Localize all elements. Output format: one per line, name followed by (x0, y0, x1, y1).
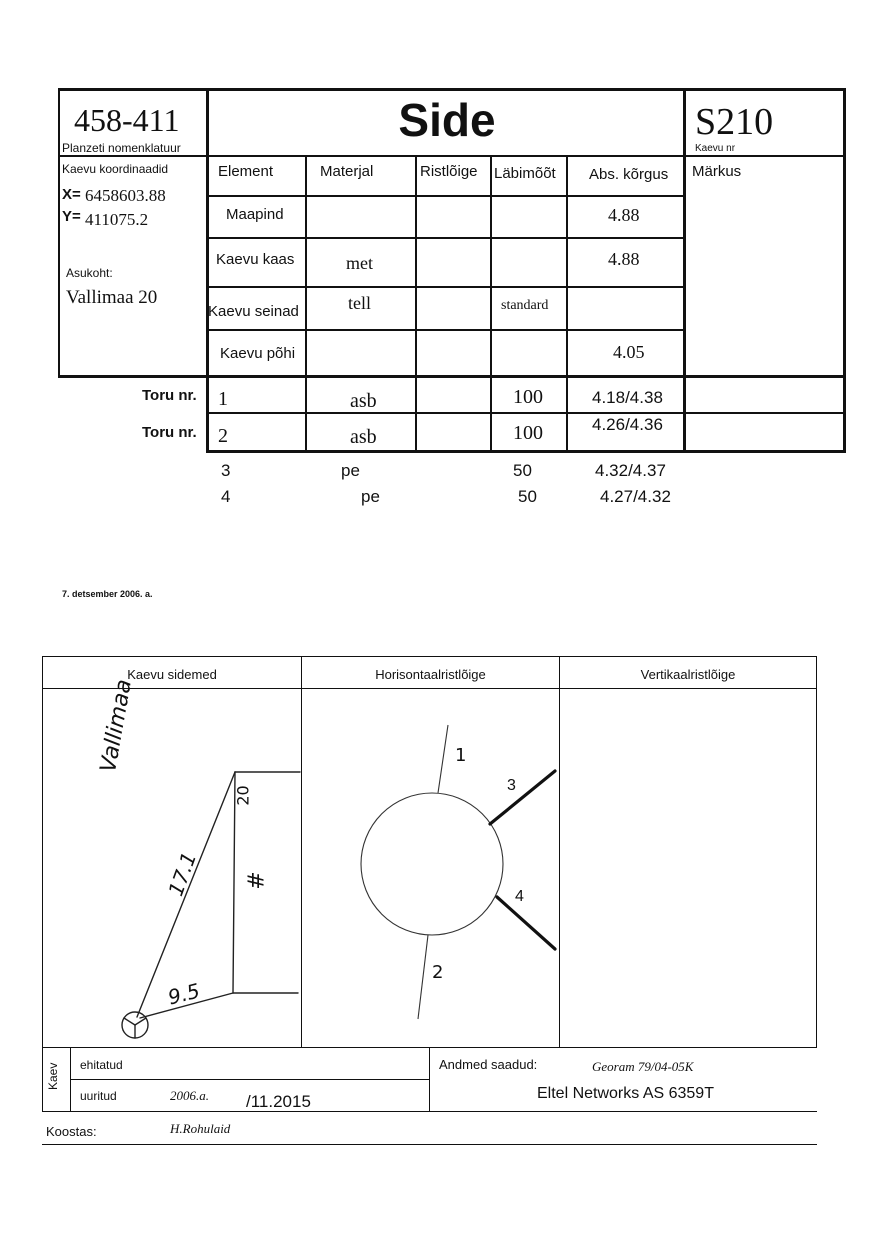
col-header-height: Abs. kõrgus (589, 166, 669, 183)
sketch-col-horizontal: Horisontaalristlõige (375, 667, 486, 682)
col-header-section: Ristlõige (420, 163, 478, 180)
page-title: Side (398, 94, 496, 146)
pipe-2-line (418, 935, 428, 1019)
pipe-4-label: 4 (515, 888, 524, 905)
sketch-col-vertical: Vertikaalristlõige (640, 667, 736, 682)
company-name: Eltel Networks AS 6359T (537, 1085, 714, 1102)
row-element: Maapind (226, 206, 284, 223)
footer-center-divider (429, 1047, 430, 1112)
pipe-2-label: 2 (432, 962, 444, 983)
pipe-3-line (490, 771, 555, 824)
pipe-height: 4.26/4.36 (592, 415, 663, 434)
built-label: ehitatud (80, 1058, 123, 1072)
coordinates-label: Kaevu koordinaadid (62, 162, 169, 176)
row-element: Kaevu seinad (208, 303, 299, 320)
sheet-label: Planzeti nomenklatuur (62, 141, 181, 155)
composer-name: H.Rohulaid (170, 1121, 231, 1136)
pipe-nr: 2 (218, 425, 228, 447)
house-symbol: # (244, 871, 270, 890)
pipe-nr: 1 (218, 388, 228, 410)
extra-pipe-nr: 4 (221, 487, 231, 506)
well-label: Kaevu nr (695, 143, 736, 154)
street-name: Vallimaa (96, 677, 137, 775)
col-header-diameter: Läbimõõt (494, 165, 556, 182)
y-label: Y= (62, 208, 81, 225)
well-id: S210 (695, 101, 774, 143)
pipe-1-label: 1 (455, 745, 467, 766)
extra-pipe-diameter: 50 (518, 487, 537, 506)
row-height: 4.05 (613, 342, 645, 362)
row-element: Kaevu kaas (216, 251, 295, 268)
data-source: Georam 79/04-05K (592, 1059, 694, 1074)
extra-pipe-height: 4.27/4.32 (600, 487, 671, 506)
sheet-number: 458-411 (74, 102, 180, 138)
location-value: Vallimaa 20 (66, 287, 158, 308)
kaev-label: Kaev (46, 1062, 60, 1090)
extra-pipe-height: 4.32/4.37 (595, 461, 666, 480)
date-text: 7. detsember 2006. a. (62, 589, 153, 599)
sketch-col-links: Kaevu sidemed (127, 667, 217, 682)
well-symbol-stroke (124, 1018, 135, 1025)
pipe-label: Toru nr. (142, 387, 197, 404)
col-header-element: Element (218, 163, 274, 180)
y-value: 411075.2 (85, 210, 149, 229)
data-source-label: Andmed saadud: (439, 1057, 538, 1072)
extra-pipe-material: pe (341, 461, 360, 480)
pipe-3-label: 3 (507, 777, 516, 794)
pipe-material: asb (350, 426, 377, 448)
row-diameter: standard (501, 298, 549, 313)
pipe-height: 4.18/4.38 (592, 388, 663, 407)
pipe-diameter: 100 (513, 386, 543, 408)
footer-row-line (70, 1079, 430, 1080)
distance-diagonal-label: 17.1 (163, 848, 202, 900)
x-value: 6458603.88 (85, 186, 166, 205)
well-symbol-stroke (135, 1018, 146, 1025)
row-material: met (346, 253, 373, 273)
x-label: X= (62, 186, 81, 203)
location-label: Asukoht: (66, 266, 113, 280)
well-cross-section-circle (361, 793, 503, 935)
row-height: 4.88 (608, 205, 640, 225)
row-height: 4.88 (608, 249, 640, 269)
extra-pipe-material: pe (361, 487, 380, 506)
row-element: Kaevu põhi (220, 345, 296, 362)
pipe-diameter: 100 (513, 422, 543, 444)
surveyed-year: 2006.a. (170, 1088, 209, 1103)
footer-bottom-line (42, 1111, 817, 1112)
house-number: 20 (233, 785, 253, 806)
footer-left-border (42, 1047, 43, 1112)
col-header-note: Märkus (692, 163, 742, 180)
composed-label: Koostas: (46, 1124, 97, 1139)
col-header-material: Materjal (320, 163, 374, 180)
pipe-material: asb (350, 390, 377, 412)
pipe-label: Toru nr. (142, 424, 197, 441)
surveyed-update: /11.2015 (246, 1092, 311, 1111)
pipe-4-line (497, 897, 555, 949)
surveyed-label: uuritud (80, 1089, 117, 1103)
extra-pipe-nr: 3 (221, 461, 231, 480)
distance-bottom-label: 9.5 (165, 978, 203, 1010)
pipe-1-line (438, 725, 448, 793)
extra-pipe-diameter: 50 (513, 461, 532, 480)
footer-final-line (42, 1144, 817, 1145)
row-material: tell (348, 293, 371, 313)
